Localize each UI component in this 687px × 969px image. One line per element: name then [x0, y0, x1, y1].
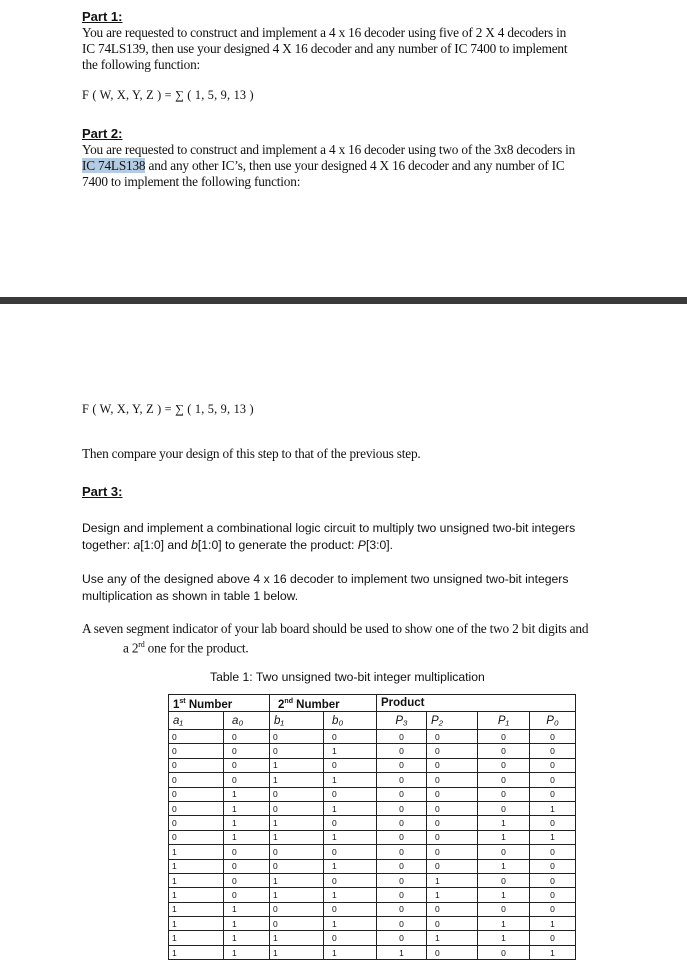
cell-p3: 1 — [377, 945, 427, 959]
part2-title: Part 2: — [82, 126, 123, 141]
part1-line-2: IC 74LS139, then use your designed 4 X 16 decoder and any number of IC 7400 to implement — [82, 41, 568, 56]
var-header-a0: a₀ — [224, 712, 270, 730]
cell-a0: 1 — [224, 902, 270, 916]
cell-p0: 0 — [530, 758, 576, 772]
part2-line-2 — [82, 158, 682, 174]
cell-a1: 1 — [169, 845, 224, 859]
cell-a1: 1 — [169, 917, 224, 931]
cell-b1: 0 — [270, 787, 324, 801]
part3-paragraph-1 — [82, 520, 682, 554]
cell-p1: 0 — [478, 801, 530, 815]
cell-p0: 1 — [530, 830, 576, 844]
cell-b0: 1 — [324, 888, 377, 902]
cell-a0: 1 — [224, 917, 270, 931]
table-row — [169, 888, 576, 902]
part2-description — [82, 142, 682, 190]
cell-p3: 0 — [377, 845, 427, 859]
seg-text-a: a 2 — [123, 640, 139, 656]
cell-a0: 1 — [224, 816, 270, 830]
cell-p0: 0 — [530, 902, 576, 916]
second-rest: Number — [292, 698, 340, 711]
cell-b0: 0 — [324, 787, 377, 801]
second-sup: nd — [284, 697, 293, 705]
cell-p2: 0 — [427, 945, 478, 959]
cell-b0: 1 — [324, 744, 377, 758]
part3-para1-text-d: [3:0]. — [365, 538, 394, 552]
part3-para2-line-2: multiplication as shown in table 1 below. — [82, 589, 299, 603]
seg-sup: rd — [138, 640, 145, 649]
cell-a0: 0 — [224, 744, 270, 758]
cell-p2: 1 — [427, 873, 478, 887]
cell-a1: 1 — [169, 888, 224, 902]
cell-b0: 0 — [324, 758, 377, 772]
cell-p0: 0 — [530, 845, 576, 859]
cell-p0: 0 — [530, 873, 576, 887]
cell-p3: 0 — [377, 902, 427, 916]
cell-p3: 0 — [377, 888, 427, 902]
cell-b1: 1 — [270, 873, 324, 887]
part2-compare-text: Then compare your design of this step to that of the previous step. — [82, 446, 421, 461]
part1-description — [82, 25, 682, 73]
cell-p2: 0 — [427, 773, 478, 787]
table-row — [169, 744, 576, 758]
var-b: b — [191, 538, 198, 552]
cell-b0: 0 — [324, 816, 377, 830]
cell-p1: 0 — [478, 902, 530, 916]
cell-b1: 1 — [270, 758, 324, 772]
cell-p3: 0 — [377, 801, 427, 815]
part2-formula: F ( W, X, Y, Z ) = ∑ ( 1, 5, 9, 13 ) — [82, 402, 254, 416]
cell-p2: 0 — [427, 845, 478, 859]
cell-p2: 0 — [427, 816, 478, 830]
table-row — [169, 873, 576, 887]
cell-a1: 1 — [169, 902, 224, 916]
part3-para2-line-1: Use any of the designed above 4 x 16 decoder to implement two unsigned two-bit integers — [82, 572, 569, 586]
cell-p1: 1 — [478, 917, 530, 931]
cell-p2: 0 — [427, 744, 478, 758]
cell-p2: 0 — [427, 787, 478, 801]
cell-p3: 0 — [377, 744, 427, 758]
cell-p1: 1 — [478, 931, 530, 945]
cell-a1: 1 — [169, 873, 224, 887]
cell-a0: 0 — [224, 730, 270, 744]
cell-p1: 0 — [478, 873, 530, 887]
table-row — [169, 758, 576, 772]
part1-line-1: You are requested to construct and implement a 4 x 16 decoder using five of 2 X 4 decoders in — [82, 25, 567, 40]
part1-line-3: the following function: — [82, 57, 201, 72]
var-header-p2: P₂ — [427, 712, 478, 730]
var-header-p1: P₁ — [478, 712, 530, 730]
cell-a0: 0 — [224, 888, 270, 902]
table-row — [169, 830, 576, 844]
cell-p0: 0 — [530, 773, 576, 787]
part1-formula: F ( W, X, Y, Z ) = ∑ ( 1, 5, 9, 13 ) — [82, 88, 254, 102]
cell-p0: 1 — [530, 945, 576, 959]
header-second-number — [270, 695, 377, 712]
cell-p1: 0 — [478, 787, 530, 801]
cell-p1: 0 — [478, 758, 530, 772]
cell-p2: 0 — [427, 859, 478, 873]
cell-a0: 1 — [224, 931, 270, 945]
cell-p1: 0 — [478, 945, 530, 959]
part3-title: Part 3: — [82, 484, 123, 499]
cell-p0: 0 — [530, 931, 576, 945]
cell-b1: 0 — [270, 845, 324, 859]
cell-a1: 0 — [169, 801, 224, 815]
cell-a1: 1 — [169, 859, 224, 873]
cell-b1: 1 — [270, 888, 324, 902]
cell-p1: 0 — [478, 773, 530, 787]
cell-p2: 0 — [427, 801, 478, 815]
multiplication-table — [168, 694, 576, 960]
cell-a1: 0 — [169, 830, 224, 844]
cell-p2: 0 — [427, 830, 478, 844]
seg-text-b: one for the product. — [144, 640, 249, 656]
cell-p3: 0 — [377, 830, 427, 844]
table-caption: Table 1: Two unsigned two-bit integer multiplication — [210, 670, 485, 684]
cell-a0: 0 — [224, 773, 270, 787]
var-a: a — [133, 538, 141, 552]
cell-b0: 1 — [324, 917, 377, 931]
part3-para1-text-a: together: — [82, 538, 134, 552]
part3-seven-segment-note — [82, 621, 682, 656]
cell-b1: 1 — [270, 931, 324, 945]
header-product: Product — [377, 695, 576, 712]
table-row — [169, 902, 576, 916]
cell-p3: 0 — [377, 730, 427, 744]
cell-p2: 1 — [427, 931, 478, 945]
part3-seg-line-2 — [82, 637, 682, 656]
cell-p2: 0 — [427, 917, 478, 931]
cell-a1: 0 — [169, 744, 224, 758]
table-variable-header — [169, 712, 576, 730]
cell-a1: 0 — [169, 730, 224, 744]
var-header-b0: b₀ — [324, 712, 377, 730]
cell-p3: 0 — [377, 816, 427, 830]
cell-b0: 1 — [324, 945, 377, 959]
cell-p3: 0 — [377, 873, 427, 887]
part2-line-2-rest: and any other IC’s, then use your designed 4 X 16 decoder and any number of IC — [145, 158, 565, 173]
cell-a0: 1 — [224, 787, 270, 801]
table-row — [169, 787, 576, 801]
page-break-divider — [0, 297, 687, 304]
cell-p1: 0 — [478, 845, 530, 859]
table-row — [169, 859, 576, 873]
table-group-header — [169, 695, 576, 712]
cell-b1: 0 — [270, 744, 324, 758]
cell-b0: 0 — [324, 902, 377, 916]
cell-b1: 1 — [270, 945, 324, 959]
cell-p1: 1 — [478, 859, 530, 873]
cell-a0: 1 — [224, 830, 270, 844]
table-row — [169, 945, 576, 959]
cell-a0: 1 — [224, 801, 270, 815]
part2-line-1: You are requested to construct and implement a 4 x 16 decoder using two of the 3x8 decoders in — [82, 142, 576, 157]
first-rest: Number — [185, 698, 233, 711]
cell-a0: 0 — [224, 845, 270, 859]
cell-a0: 0 — [224, 859, 270, 873]
cell-b1: 1 — [270, 773, 324, 787]
cell-b1: 0 — [270, 730, 324, 744]
cell-b0: 0 — [324, 931, 377, 945]
cell-p3: 0 — [377, 758, 427, 772]
second-num: 2 — [278, 698, 285, 711]
cell-p0: 0 — [530, 816, 576, 830]
cell-a1: 0 — [169, 758, 224, 772]
part2-line-3: 7400 to implement the following function: — [82, 174, 301, 189]
cell-p0: 1 — [530, 917, 576, 931]
table-row — [169, 816, 576, 830]
cell-p0: 0 — [530, 888, 576, 902]
cell-p3: 0 — [377, 787, 427, 801]
part1-title: Part 1: — [82, 9, 123, 24]
cell-p3: 0 — [377, 859, 427, 873]
cell-p1: 0 — [478, 730, 530, 744]
cell-a0: 0 — [224, 873, 270, 887]
cell-p3: 0 — [377, 773, 427, 787]
cell-a0: 0 — [224, 758, 270, 772]
cell-a1: 0 — [169, 773, 224, 787]
cell-b0: 1 — [324, 830, 377, 844]
cell-b1: 0 — [270, 801, 324, 815]
cell-p1: 0 — [478, 744, 530, 758]
cell-b0: 1 — [324, 859, 377, 873]
var-header-p0: P₀ — [530, 712, 576, 730]
table-row — [169, 845, 576, 859]
table-row — [169, 931, 576, 945]
cell-p2: 0 — [427, 730, 478, 744]
cell-a0: 1 — [224, 945, 270, 959]
cell-p3: 0 — [377, 931, 427, 945]
cell-b1: 0 — [270, 859, 324, 873]
table-row — [169, 801, 576, 815]
first-num: 1 — [173, 698, 180, 711]
part3-para1-text-b: [1:0] and — [140, 538, 192, 552]
table-row — [169, 917, 576, 931]
cell-p1: 1 — [478, 888, 530, 902]
table-row — [169, 730, 576, 744]
cell-p2: 0 — [427, 758, 478, 772]
table-row — [169, 773, 576, 787]
var-header-p3: P₃ — [377, 712, 427, 730]
cell-b0: 1 — [324, 773, 377, 787]
part3-seg-line-1: A seven segment indicator of your lab board should be used to show one of the two 2 bit digits and — [82, 621, 589, 636]
var-p: P — [357, 538, 366, 552]
cell-p0: 0 — [530, 730, 576, 744]
text-selection-highlight[interactable]: IC 74LS138 — [82, 158, 146, 173]
part3-para1-line-2 — [82, 537, 682, 554]
cell-b0: 1 — [324, 801, 377, 815]
cell-p0: 0 — [530, 787, 576, 801]
part3-para1-line-1: Design and implement a combinational logic circuit to multiply two unsigned two-bit integers — [82, 521, 576, 535]
var-header-a1: a₁ — [169, 712, 224, 730]
cell-p0: 1 — [530, 801, 576, 815]
cell-b1: 0 — [270, 917, 324, 931]
cell-p0: 0 — [530, 859, 576, 873]
part3-paragraph-2 — [82, 571, 682, 605]
cell-b0: 0 — [324, 730, 377, 744]
first-sup: st — [179, 697, 186, 705]
cell-a1: 1 — [169, 931, 224, 945]
cell-p1: 1 — [478, 830, 530, 844]
cell-b1: 1 — [270, 830, 324, 844]
cell-p2: 1 — [427, 888, 478, 902]
cell-b1: 1 — [270, 816, 324, 830]
cell-p3: 0 — [377, 917, 427, 931]
header-first-number — [169, 695, 270, 712]
cell-p1: 1 — [478, 816, 530, 830]
cell-p0: 0 — [530, 744, 576, 758]
cell-a1: 1 — [169, 945, 224, 959]
cell-a1: 0 — [169, 787, 224, 801]
var-header-b1: b₁ — [270, 712, 324, 730]
cell-p2: 0 — [427, 902, 478, 916]
cell-a1: 0 — [169, 816, 224, 830]
cell-b0: 0 — [324, 845, 377, 859]
cell-b0: 0 — [324, 873, 377, 887]
cell-b1: 0 — [270, 902, 324, 916]
part3-para1-text-c: [1:0] to generate the product: — [197, 538, 358, 552]
